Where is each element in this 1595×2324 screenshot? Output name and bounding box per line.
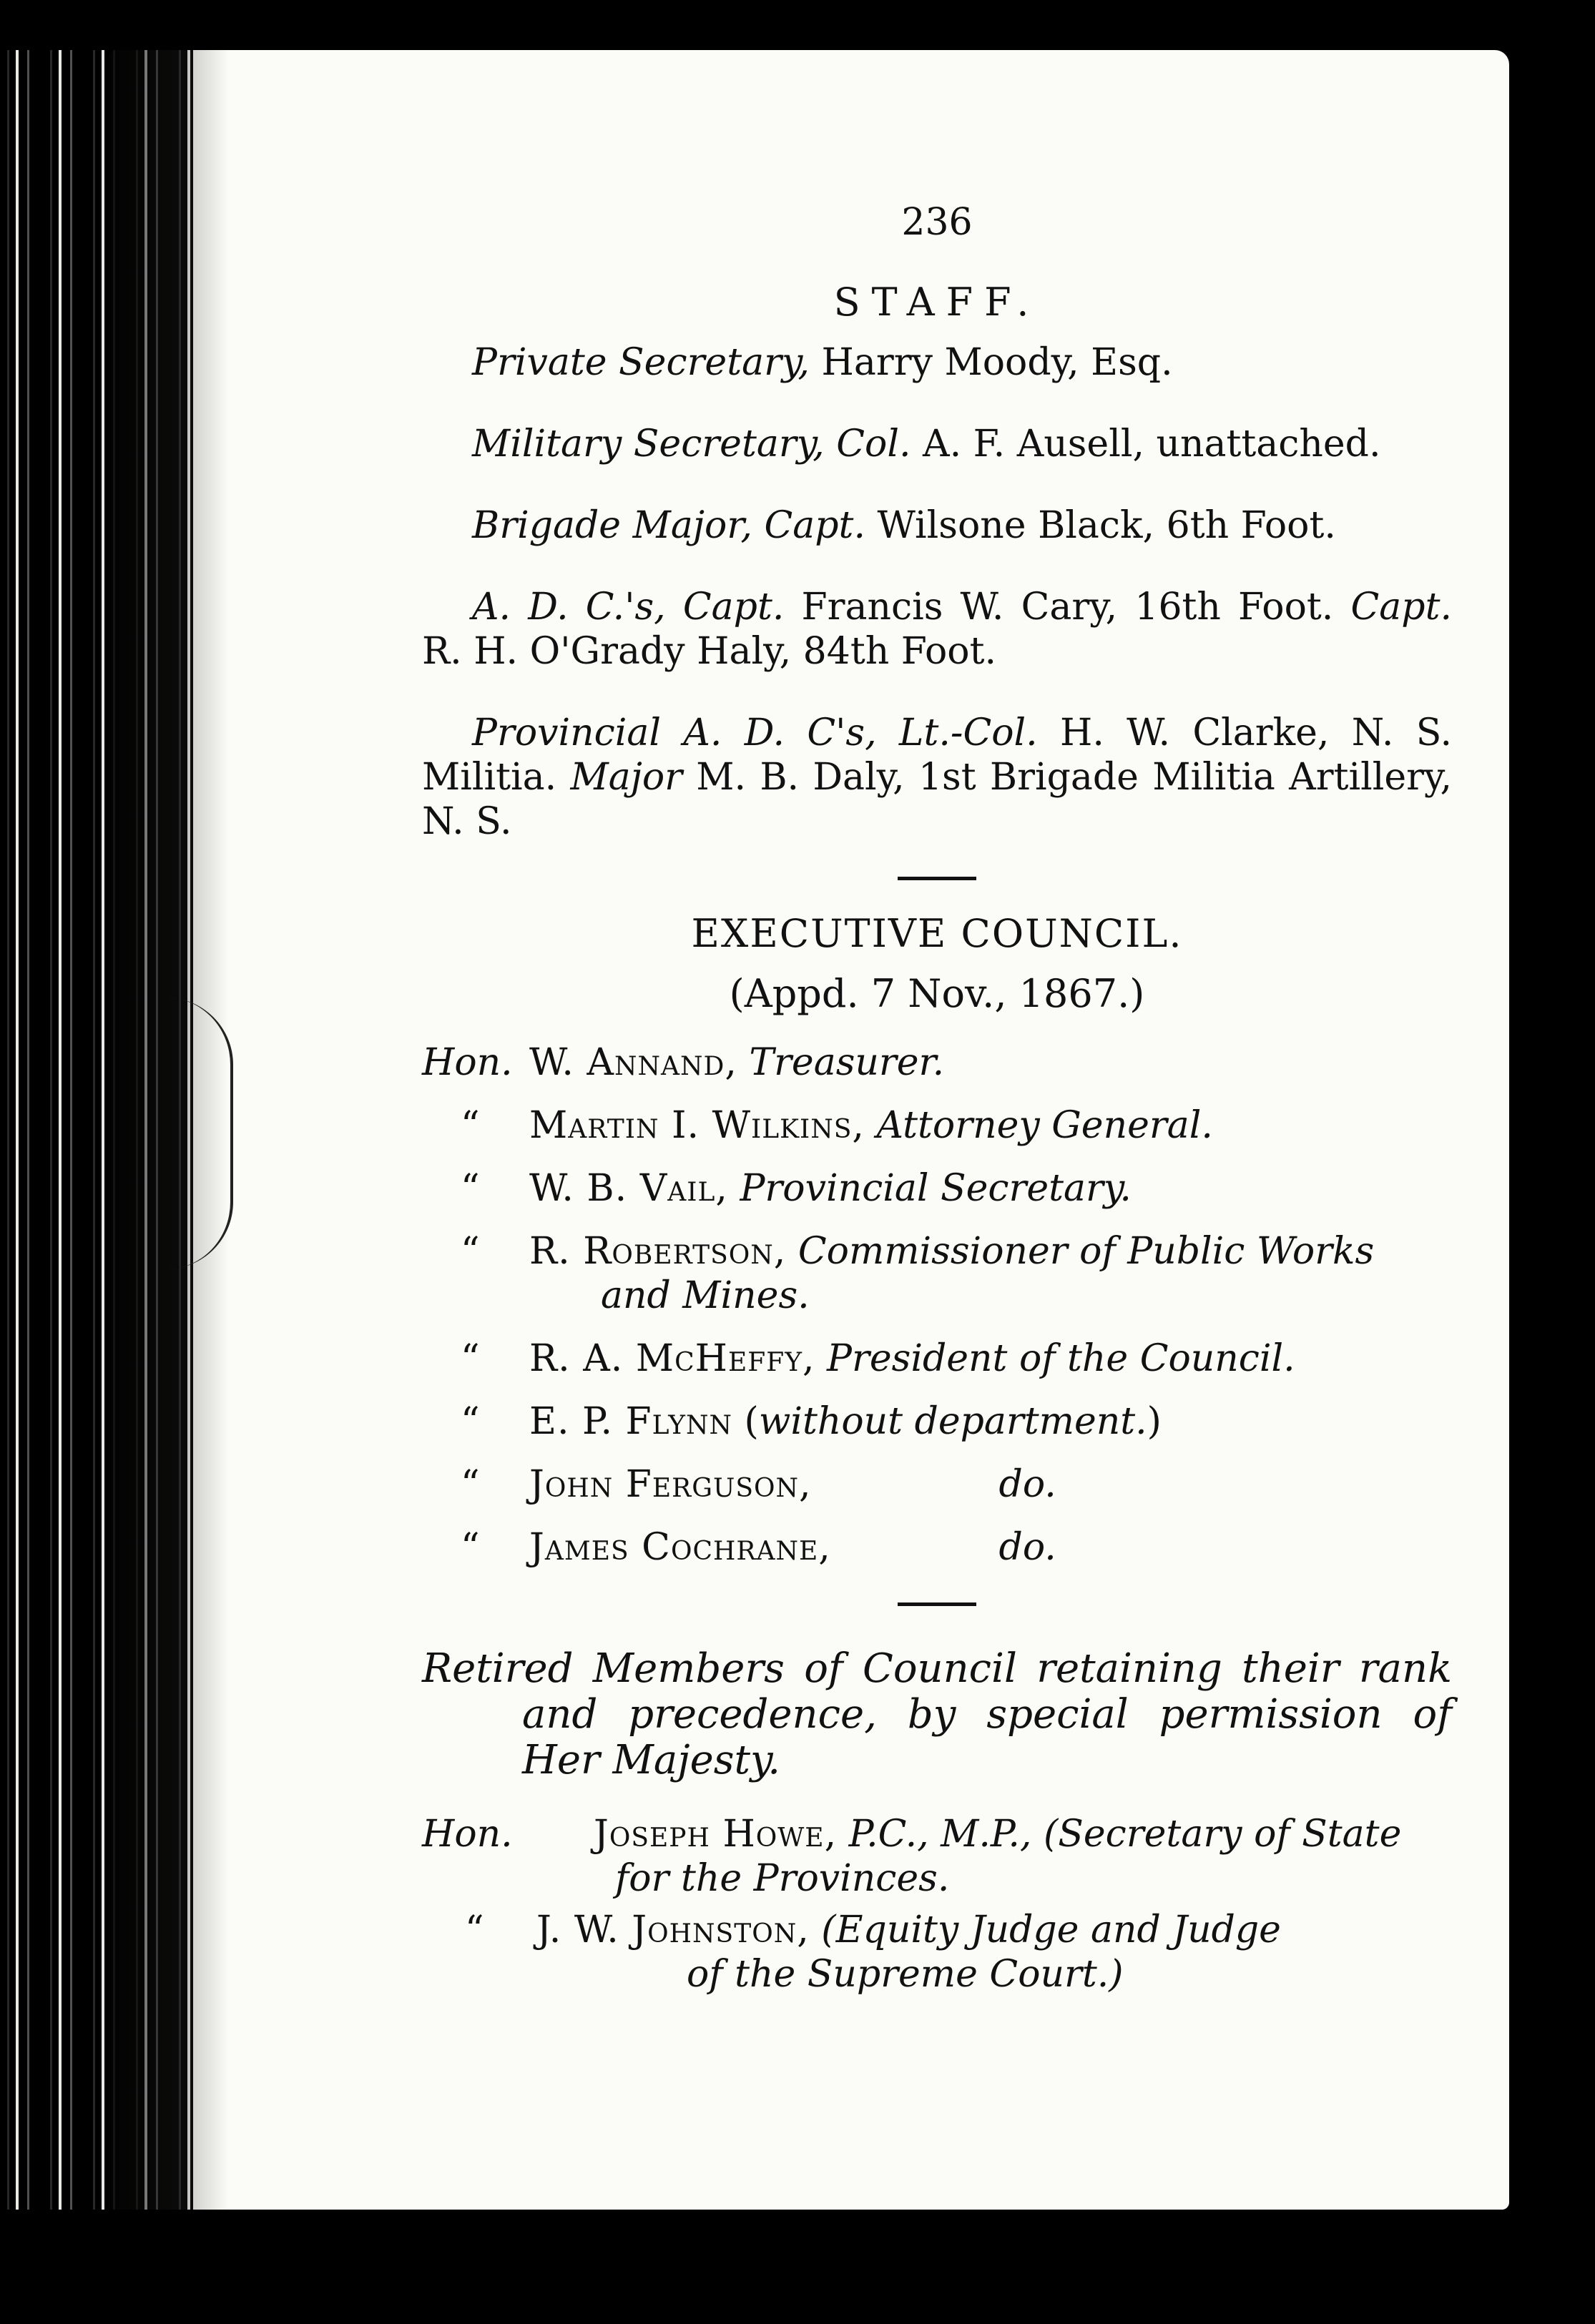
role-label: Private Secretary,: [472, 341, 810, 384]
section-divider: [898, 1602, 976, 1606]
ditto-mark: “: [465, 1909, 484, 1951]
rank-label: Capt.: [752, 504, 865, 547]
page-text: [422, 200, 1452, 2004]
staff-name: Harry Moody, Esq.: [809, 341, 1173, 384]
hon-label: Hon.: [422, 1041, 513, 1084]
member-name: J. W. Johnston,: [536, 1909, 810, 1951]
council-member: [422, 1336, 1452, 1381]
ditto-mark: “: [461, 1526, 480, 1569]
staff-name: R. H. O'Grady Haly, 84th Foot.: [422, 630, 997, 673]
member-office: Provincial Secretary.: [740, 1167, 1132, 1210]
staff-provincial-adcs: [422, 711, 1452, 844]
council-appointment-date: (Appd. 7 Nov., 1867.): [729, 971, 1145, 1016]
member-office-continued: and Mines.: [601, 1274, 810, 1317]
retired-heading-text: Retired Members of Council retaining their rank and precedence, by special permission of Her Majesty.: [422, 1645, 1452, 1783]
section-divider: [898, 877, 976, 880]
staff-name: Francis W. Cary, 16th Foot.: [784, 586, 1334, 629]
member-office: without department.: [758, 1400, 1147, 1443]
open-paren: (: [732, 1400, 759, 1443]
staff-name: M. B. Daly, 1st Brigade Militia Artillery, N. S.: [422, 756, 1452, 843]
member-honours: P.C., M.P.,: [837, 1813, 1032, 1856]
member-note: (Secretary of State: [1031, 1813, 1402, 1856]
role-label: Brigade Major,: [472, 504, 752, 547]
member-note-continued: of the Supreme Court.): [687, 1953, 1124, 1996]
ditto-mark: “: [461, 1167, 480, 1210]
rank-label: Lt.-Col.: [876, 712, 1038, 754]
member-name: W. Annand,: [529, 1041, 737, 1084]
rank-label: Capt.: [1350, 586, 1453, 629]
staff-adcs: [422, 585, 1452, 674]
staff-military-secretary: [422, 422, 1452, 466]
retired-member: [422, 1812, 1452, 1901]
member-name: Martin I. Wilkins,: [529, 1104, 865, 1147]
role-label: Provincial A. D. C's,: [472, 712, 877, 754]
staff-private-secretary: [422, 340, 1452, 385]
member-office: Attorney General.: [876, 1104, 1213, 1147]
role-label: Military Secretary,: [472, 423, 825, 466]
staff-heading: STAFF.: [833, 280, 1041, 325]
member-office: President of the Council.: [827, 1337, 1295, 1380]
member-name: James Cochrane,: [529, 1526, 831, 1569]
member-office: Treasurer.: [749, 1041, 945, 1084]
member-name: R. A. McHeffy,: [529, 1337, 815, 1380]
staff-name: H. W. Clarke, N. S. Militia.: [422, 712, 1452, 799]
member-name: E. P. Flynn: [529, 1400, 732, 1443]
member-name: John Ferguson,: [529, 1463, 812, 1506]
council-member: [422, 1525, 1452, 1570]
council-member: [422, 1103, 1452, 1148]
member-office: do.: [998, 1463, 1056, 1506]
staff-name: Wilsone Black, 6th Foot.: [865, 504, 1336, 547]
retired-member: [422, 1908, 1452, 1996]
close-paren: ): [1147, 1400, 1162, 1443]
member-name: Joseph Howe,: [594, 1813, 838, 1856]
ditto-mark: “: [461, 1104, 480, 1147]
ditto-mark: “: [461, 1463, 480, 1506]
page-curl-mark: [166, 998, 233, 1269]
member-office: Commissioner of Public Works: [798, 1230, 1375, 1273]
ditto-mark: “: [461, 1400, 480, 1443]
ditto-mark: “: [461, 1337, 480, 1380]
member-name: R. Robertson,: [529, 1230, 787, 1273]
council-member: [422, 1399, 1452, 1444]
hon-label: Hon.: [422, 1813, 513, 1856]
staff-name: A. F. Ausell, unattached.: [911, 423, 1381, 466]
member-office: do.: [998, 1526, 1056, 1569]
member-note: (Equity Judge and Judge: [809, 1909, 1281, 1951]
rank-label: Capt.: [665, 586, 785, 629]
staff-brigade-major: [422, 503, 1452, 548]
council-member: [422, 1229, 1452, 1318]
page-number: 236: [901, 201, 973, 244]
role-label: A. D. C.'s,: [472, 586, 666, 629]
council-member: [422, 1040, 1452, 1085]
rank-label: Major: [570, 756, 683, 799]
rank-label: Col.: [824, 423, 911, 466]
member-name: W. B. Vail,: [529, 1167, 728, 1210]
council-member: [422, 1462, 1452, 1507]
council-heading: EXECUTIVE COUNCIL.: [691, 911, 1183, 956]
ditto-mark: “: [461, 1230, 480, 1273]
member-note-continued: for the Provinces.: [615, 1857, 950, 1900]
retired-heading: [422, 1646, 1452, 1783]
council-member: [422, 1166, 1452, 1211]
